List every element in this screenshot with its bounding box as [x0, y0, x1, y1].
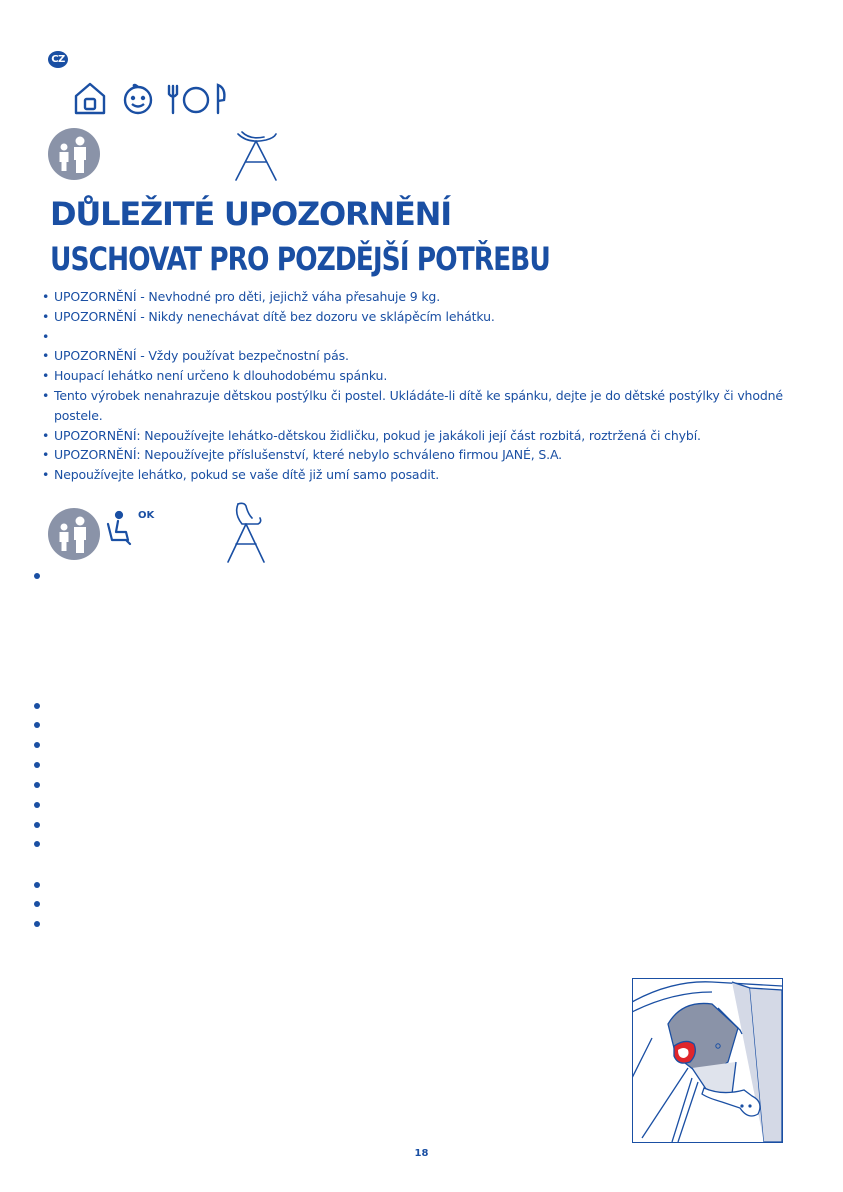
warning-item: • UPOZORNĚNÍ - Nevhodné pro děti, jejichž váha přesahuje 9 kg. [42, 287, 802, 307]
reclined-chair-icon [228, 128, 284, 182]
home-icon [76, 84, 104, 113]
empty-bullet [34, 921, 40, 927]
warnings-list [42, 287, 802, 485]
empty-bullet [34, 882, 40, 888]
warning-item: • UPOZORNĚNÍ - Vždy používat bezpečnostní pás. [42, 346, 802, 366]
empty-bullet [34, 782, 40, 788]
baby-icon [125, 85, 151, 113]
warning-item: • UPOZORNĚNÍ - Nikdy nenechávat dítě bez dozoru ve sklápěcím lehátku. [42, 307, 802, 327]
warning-item: • Nepoužívejte lehátko, pokud se vaše dítě již umí samo posadit. [42, 465, 802, 485]
empty-bullet [34, 762, 40, 768]
warning-title: DŮLEŽITÉ UPOZORNĚNÍ [50, 195, 451, 233]
empty-bullet [34, 573, 40, 579]
language-badge: CZ [48, 51, 68, 68]
warning-item: • Tento výrobek nenahrazuje dětskou postýlku či postel. Ukládáte-li dítě ke spánku, dejte je do dětské postýlky či vhodné postele. [42, 386, 802, 426]
warning-item: • UPOZORNĚNÍ: Nepoužívejte lehátko-dětskou židličku, pokud je jakákoli její část rozbitá, roztržená či chybí. [42, 426, 802, 446]
warning-item [42, 327, 802, 347]
keep-title: USCHOVAT PRO POZDĚJŠÍ POTŘEBU [50, 240, 550, 278]
warning-item: • Houpací lehátko není určeno k dlouhodobému spánku. [42, 366, 802, 386]
empty-bullet [34, 841, 40, 847]
latch-illustration [632, 978, 784, 1144]
high-chair-icon [220, 500, 276, 564]
empty-bullet [34, 742, 40, 748]
empty-bullet [34, 722, 40, 728]
adults-child-icon-2 [48, 508, 100, 560]
empty-bullet [34, 703, 40, 709]
usage-icons [72, 80, 242, 116]
empty-bullet [34, 901, 40, 907]
ok-label: OK [138, 510, 155, 521]
warning-item: • UPOZORNĚNÍ: Nepoužívejte příslušenství, které nebylo schváleno firmou JANÉ, S.A. [42, 445, 802, 465]
fork-plate-knife-icon [169, 85, 224, 113]
adults-child-icon [48, 128, 100, 180]
empty-bullet [34, 802, 40, 808]
page-number: 18 [414, 1148, 429, 1159]
empty-bullet [34, 822, 40, 828]
seated-person-icon [104, 510, 140, 546]
